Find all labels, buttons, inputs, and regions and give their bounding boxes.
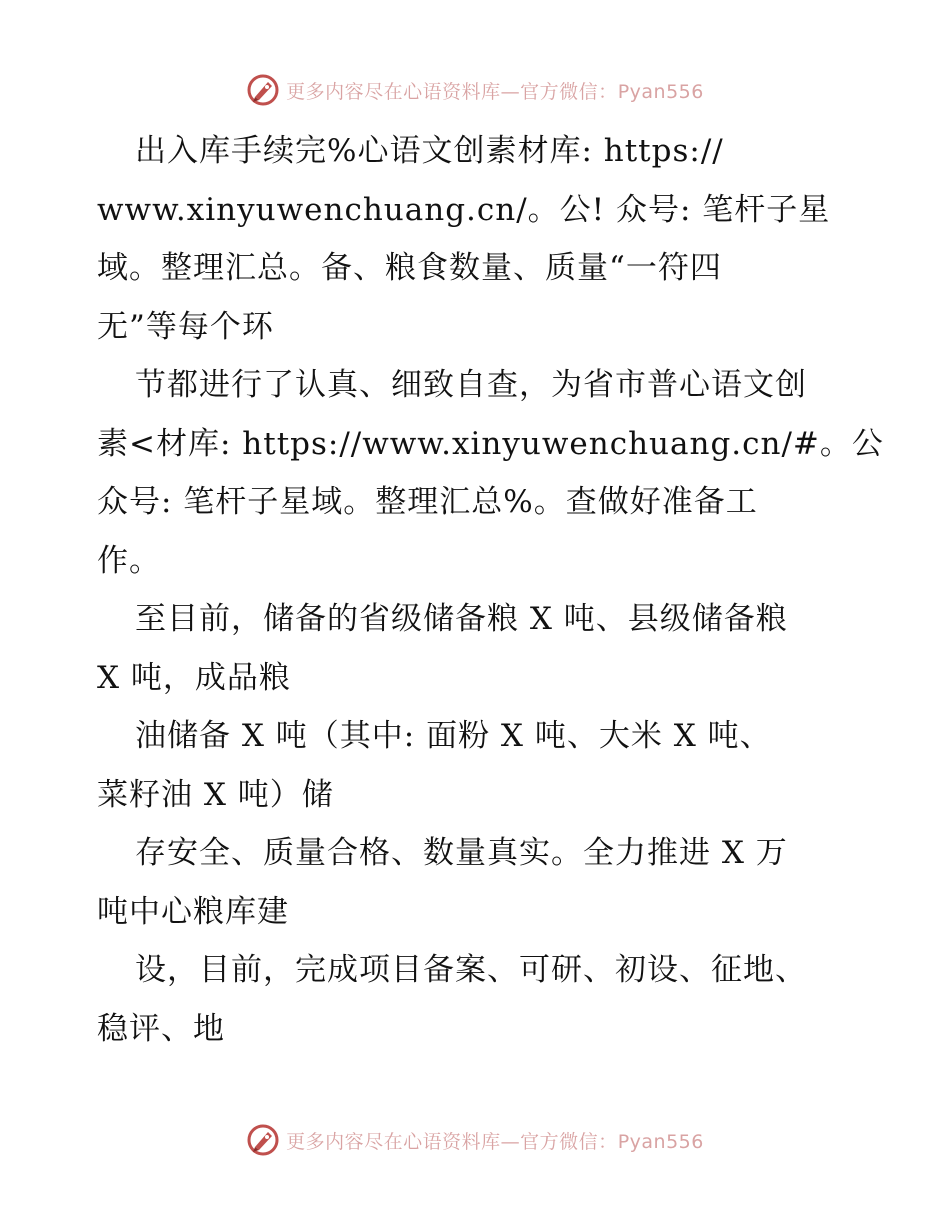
text-line: 吨中心粮库建 xyxy=(97,893,289,930)
text-line: 稳评、地 xyxy=(97,1010,225,1047)
text-line: 节都进行了认真、细致自查，为省市普心语文创 xyxy=(135,367,807,403)
text-line: 至目前，储备的省级储备粮 X 吨、县级储备粮 xyxy=(135,601,788,637)
text-line: 油储备 X 吨（其中: 面粉 X 吨、大米 X 吨、 xyxy=(135,718,772,754)
header-banner xyxy=(0,70,950,110)
footer-banner xyxy=(0,1120,950,1160)
text-line: 设，目前，完成项目备案、可研、初设、征地、 xyxy=(135,952,807,988)
text-line: 作。 xyxy=(97,542,161,579)
pen-logo-icon xyxy=(246,73,280,107)
pen-logo-icon xyxy=(246,1123,280,1157)
text-line: 域。整理汇总。备、粮食数量、质量“一符四 xyxy=(97,250,722,286)
text-line: X 吨，成品粮 xyxy=(97,659,291,696)
document-body xyxy=(97,122,884,1058)
banner-text: 更多内容尽在心语资料库—官方微信：Pyan556 xyxy=(286,80,704,103)
wechat-id: Pyan556 xyxy=(617,1130,704,1153)
text-line: 出入库手续完%心语文创素材库: https:// xyxy=(135,133,724,169)
text-line: 素<材库: https://www.xinyuwenchuang.cn/#。公 xyxy=(97,425,884,462)
text-line: 无”等每个环 xyxy=(97,308,274,345)
text-line: www.xinyuwenchuang.cn/。公! 众号: 笔杆子星 xyxy=(97,191,831,228)
wechat-id: Pyan556 xyxy=(617,80,704,103)
text-line: 菜籽油 X 吨）储 xyxy=(97,776,334,813)
banner-text: 更多内容尽在心语资料库—官方微信：Pyan556 xyxy=(286,1130,704,1153)
text-line: 存安全、质量合格、数量真实。全力推进 X 万 xyxy=(135,835,788,871)
text-line: 众号: 笔杆子星域。整理汇总%。查做好准备工 xyxy=(97,484,758,520)
